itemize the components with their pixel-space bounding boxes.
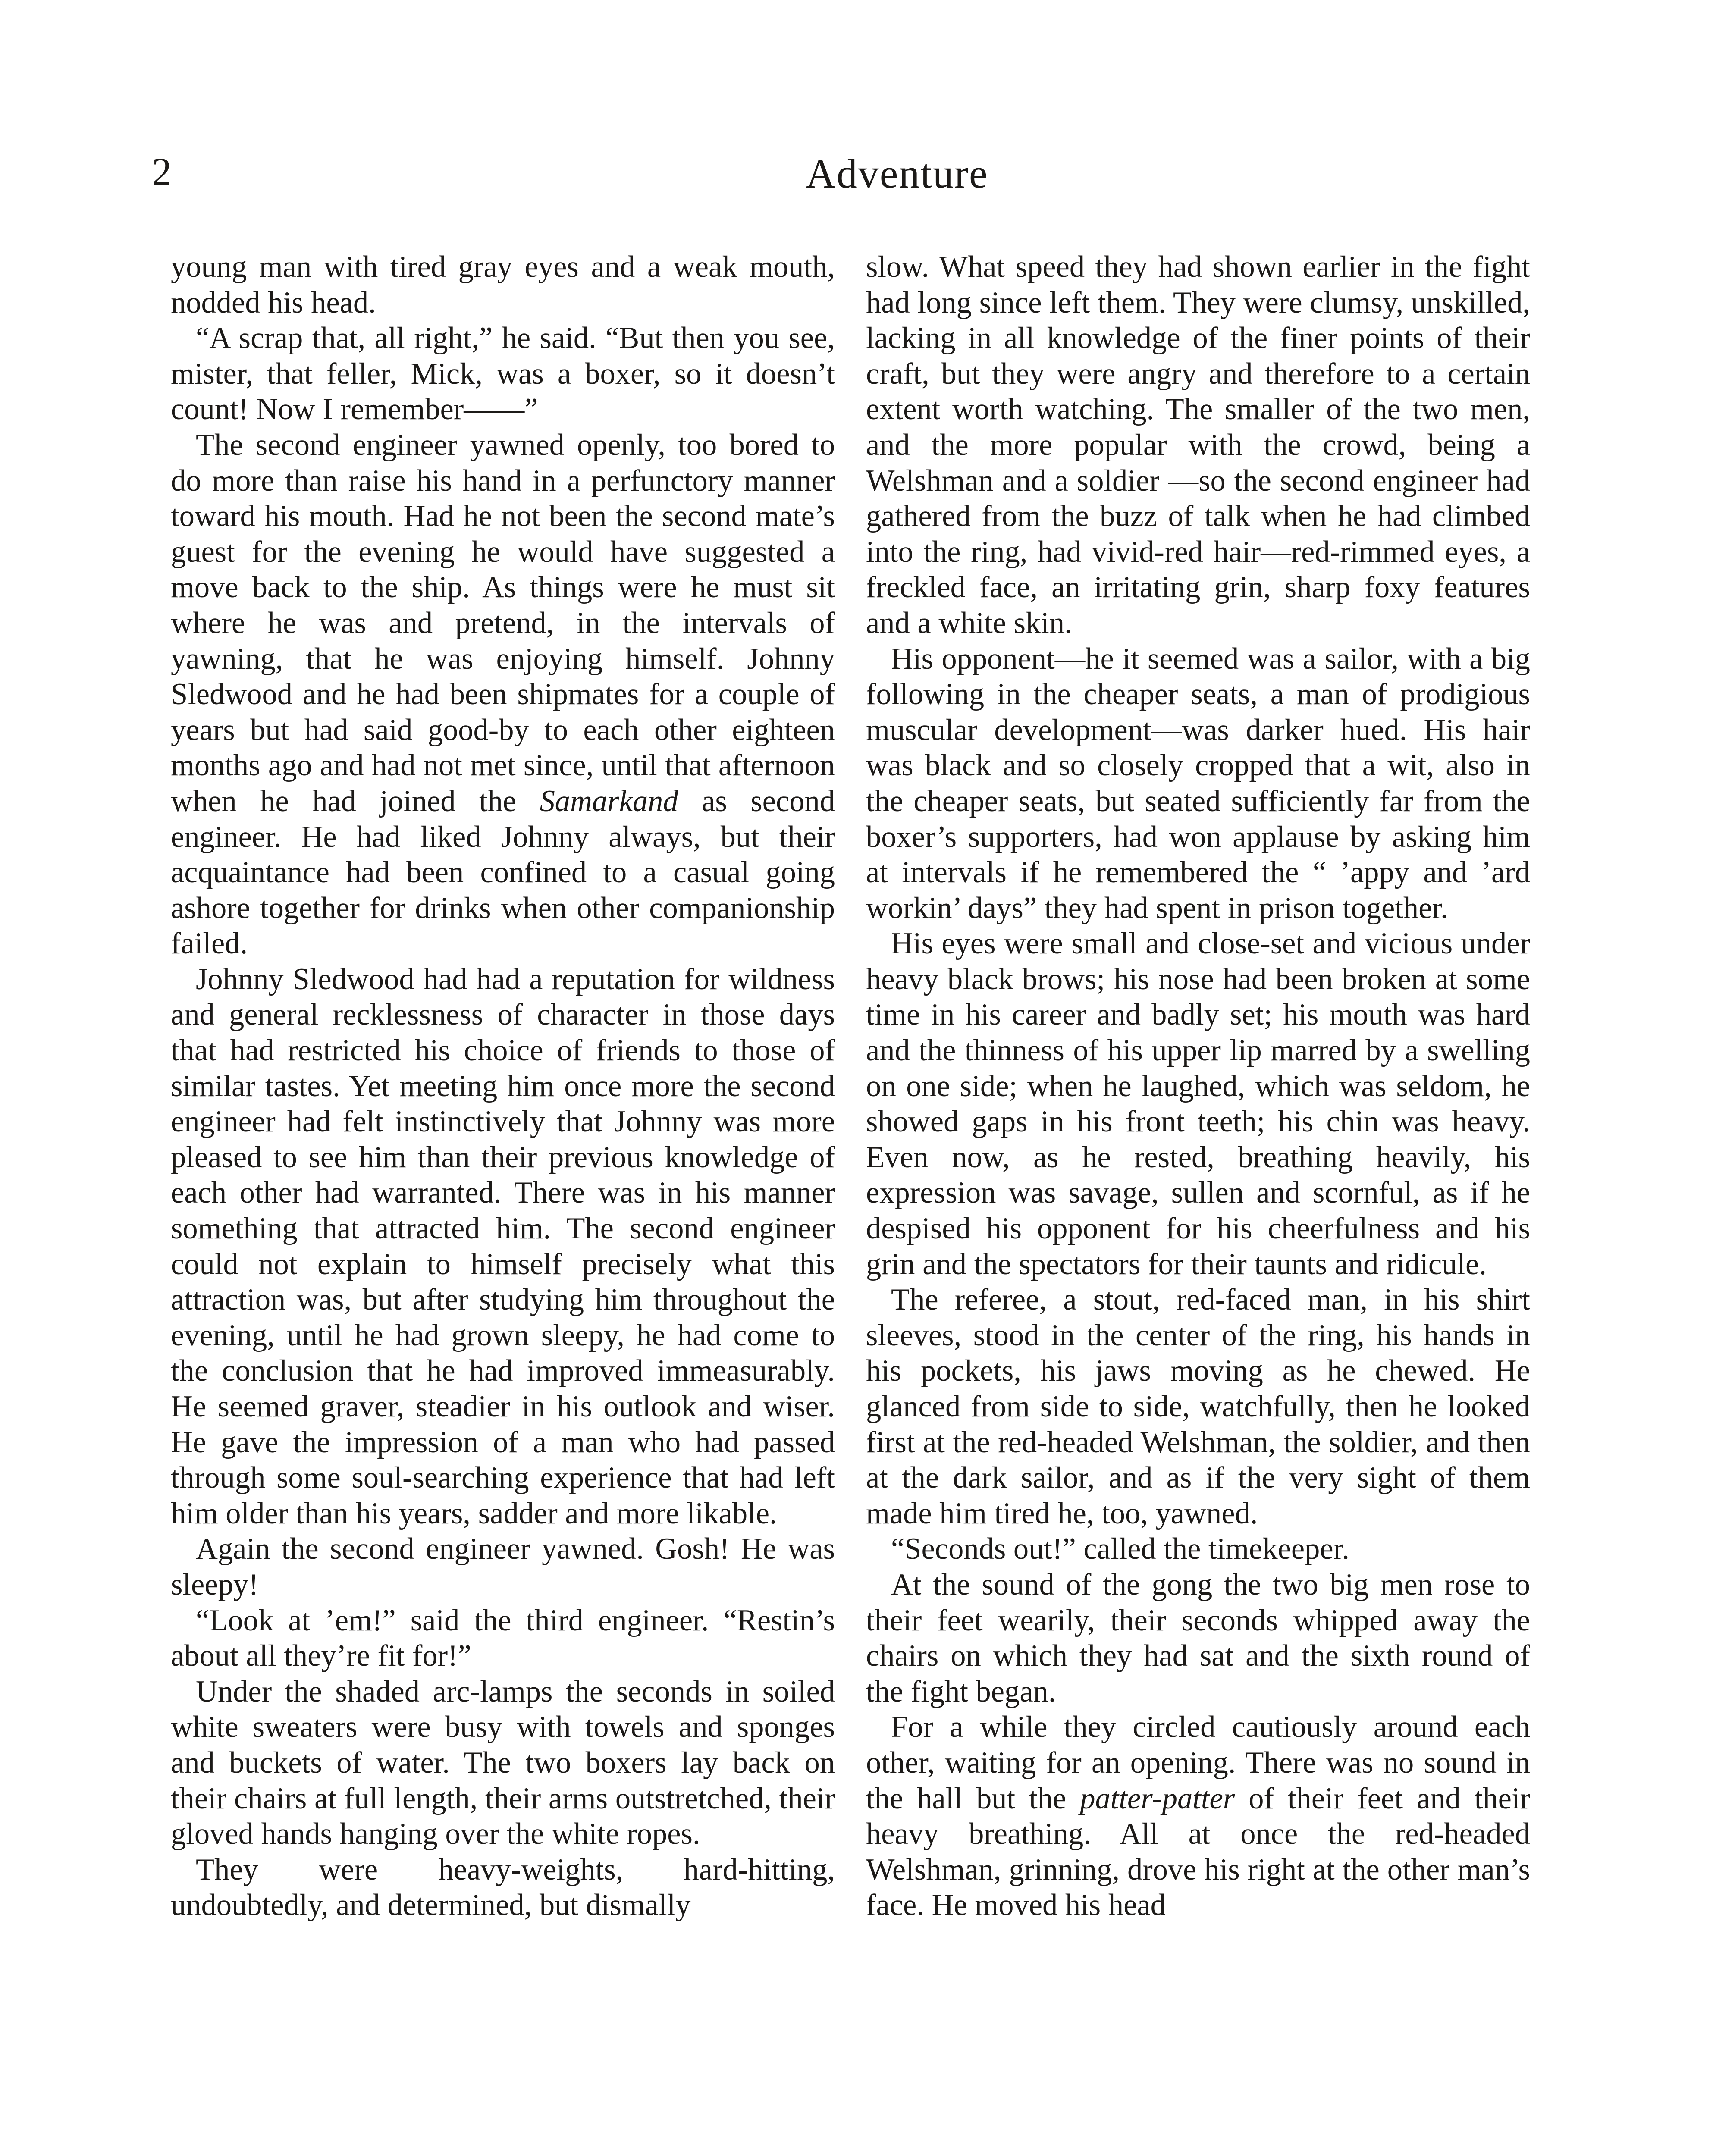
paragraph: “Seconds out!” called the timekeeper. xyxy=(891,1532,1349,1566)
paragraph-text: The second engineer yawned openly, too bored to do more than raise his hand in a perfunctory manner toward his mouth. Had he not been the second mate’s guest for the evening he would have suggested a move back to the ship. As things were he must sit where he was and pretend, in the intervals of yawning, that he was enjoying himself. Johnny Sledwood and he had been shipmates for a couple of years but had said good-by to each other eighteen months ago and had not met since, until that afternoon when he had joined the xyxy=(171,428,835,818)
emphasis-text: patter-patter xyxy=(1080,1781,1235,1815)
paragraph: At the sound of the gong the two big men rose to their feet wearily, their seconds whipped away the chairs on which they had sat and the sixth round of the fight began. xyxy=(866,1567,1530,1708)
paragraph xyxy=(866,1709,1530,1923)
paragraph: “A scrap that, all right,” he said. “But then you see, mister, that feller, Mick, was a boxer, so it doesn’t count! Now I remember——” xyxy=(171,321,835,426)
ship-name: Samarkand xyxy=(540,784,678,818)
left-column xyxy=(171,249,835,1923)
paragraph: slow. What speed they had shown earlier in the fight had long since left them. They were clumsy, unskilled, lacking in all knowledge of the finer points of their craft, but they were angry and therefore to a certain extent worth watching. The smaller of the two men, and the more popular with the crowd, being a Welshman and a soldier —so the second engineer had gathered from the buzz of talk when he had climbed into the ring, had vivid-red hair—red-rimmed eyes, a freckled face, an irritating grin, sharp foxy features and a white skin. xyxy=(866,250,1530,640)
right-column xyxy=(866,249,1530,1923)
paragraph: Under the shaded arc-lamps the seconds in soiled white sweaters were busy with towels and sponges and buckets of water. The two boxers lay back on their chairs at full length, their arms outstretched, their gloved hands hanging over the white ropes. xyxy=(171,1674,835,1851)
paragraph: Johnny Sledwood had had a reputation for wildness and general recklessness of character in those days that had restricted his choice of friends to those of similar tastes. Yet meeting him once more the second engineer had felt instinctively that Johnny was more pleased to see him than their previous knowledge of each other had warranted. There was in his manner something that attracted him. The second engineer could not explain to himself precisely what this attraction was, but after studying him throughout the evening, until he had grown sleepy, he had come to the conclusion that he had improved immeasurably. He seemed graver, steadier in his outlook and wiser. He gave the impression of a man who had passed through some soul-searching experience that had left him older than his years, sadder and more likable. xyxy=(171,962,835,1530)
running-title: Adventure xyxy=(806,150,988,197)
paragraph: Again the second engineer yawned. Gosh! He was sleepy! xyxy=(171,1532,835,1601)
paragraph xyxy=(171,427,835,962)
page-number: 2 xyxy=(152,150,173,194)
paragraph: young man with tired gray eyes and a weak mouth, nodded his head. xyxy=(171,250,835,320)
paragraph: “Look at ’em!” said the third engineer. “Restin’s about all they’re fit for!” xyxy=(171,1603,835,1673)
paragraph-text: as second engineer. He had liked Johnny always, but their acquaintance had been confined to a casual going ashore together for drinks when other companionship failed. xyxy=(171,784,835,961)
paragraph: They were heavy-weights, hard-hitting, undoubtedly, and determined, but dismally xyxy=(171,1852,835,1922)
paragraph-text: of their feet and their heavy breathing. All at once the red-headed Welshman, grinning, drove his right at the other man’s face. He moved his head xyxy=(866,1781,1531,1922)
paragraph: The referee, a stout, red-faced man, in his shirt sleeves, stood in the center of the ring, his hands in his pockets, his jaws moving as he chewed. He glanced from side to side, watchfully, then he looked first at the red-headed Welshman, the soldier, and then at the dark sailor, and as if the very sight of them made him tired he, too, yawned. xyxy=(866,1283,1530,1530)
paragraph: His opponent—he it seemed was a sailor, with a big following in the cheaper seats, a man of prodigious muscular development—was darker hued. His hair was black and so closely cropped that a wit, also in the cheaper seats, but seated sufficiently far from the boxer’s supporters, had won applause by asking him at intervals if he remembered the “ ’appy and ’ard workin’ days” they had spent in prison together. xyxy=(866,642,1530,925)
paragraph-text: For a while they circled cautiously around each other, waiting for an opening. There was no sound in the hall but the xyxy=(866,1710,1530,1815)
paragraph: His eyes were small and close-set and vicious under heavy black brows; his nose had been broken at some time in his career and badly set; his mouth was hard and the thinness of his upper lip marred by a swelling on one side; when he laughed, which was seldom, he showed gaps in his front teeth; his chin was heavy. Even now, as he rested, breathing heavily, his expression was savage, sullen and scornful, as if he despised his opponent for his cheerfulness and his grin and the spectators for their taunts and ridicule. xyxy=(866,927,1530,1281)
